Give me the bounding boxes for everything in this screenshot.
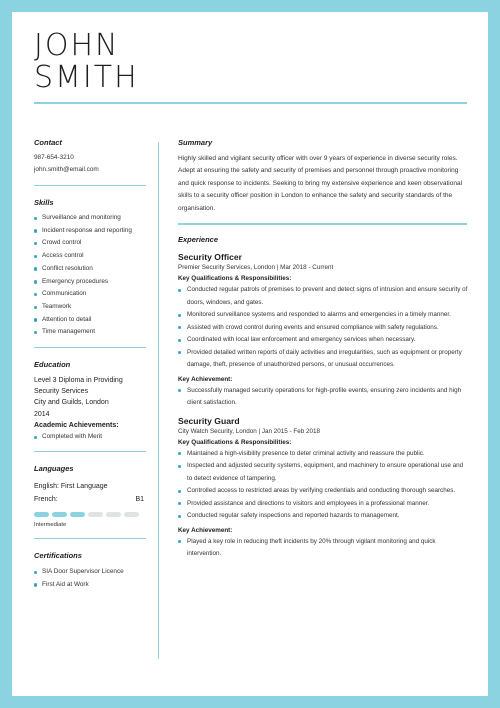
skills-title: Skills [34, 198, 54, 207]
responsibility-item: Monitored surveillance systems and responded to alarms and emergencies in a timely manner. [178, 309, 468, 322]
left-column [34, 138, 144, 592]
certification-item: First Aid at Work [34, 579, 144, 592]
job-achievement-item: Played a key role in reducing theft incidents by 20% through vigilant monitoring and quick intervention. [178, 536, 468, 561]
language-level-caption: Intermediate [34, 522, 67, 529]
achievement-item: Completed with Merit [34, 431, 144, 444]
last-name: SMITH [34, 60, 139, 95]
achievements-list [34, 431, 144, 444]
summary-title: Summary [178, 138, 213, 147]
achievement-title: Key Achievement: [178, 375, 233, 383]
job-achievement-item: Successfully managed security operations for high-profile events, ensuring zero incidents and high client satisfaction. [178, 385, 468, 410]
column-divider [158, 142, 159, 659]
skill-item: Communication [34, 288, 144, 301]
education-school: City and Guilds, London [34, 399, 109, 407]
skill-item: Time management [34, 326, 144, 339]
responsibility-item: Maintained a high-visibility presence to deter criminal activity and reassure the public. [178, 448, 468, 461]
job-title: Security Guard [178, 415, 240, 426]
achievement-title: Key Achievement: [178, 526, 233, 534]
resume-page [12, 12, 488, 696]
skill-item: Conflict resolution [34, 263, 144, 276]
responsibilities-title: Key Qualifications & Responsibilities: [178, 275, 292, 283]
certification-item: SIA Door Supervisor Licence [34, 566, 144, 579]
responsibility-item: Inspected and adjusted security systems, equipment, and machinery to ensure operational use and to detect evidence of tampering. [178, 460, 468, 485]
contact-section [34, 138, 144, 175]
skill-item: Access control [34, 250, 144, 263]
skills-section [34, 198, 144, 339]
section-divider [34, 347, 146, 348]
job-title: Security Officer [178, 252, 242, 263]
languages-section [34, 464, 144, 530]
language-level-dot [70, 512, 85, 517]
contact-phone[interactable]: 987-654-3210 [34, 154, 74, 161]
skill-item: Attention to detail [34, 314, 144, 327]
language-level-dot [52, 512, 67, 517]
responsibility-item: Coordinated with local law enforcement and emergency services when necessary. [178, 334, 468, 347]
job-meta: City Watch Security, London | Jan 2015 - Feb 2018 [178, 427, 320, 435]
certifications-list [34, 566, 144, 591]
job-meta: Premier Security Services, London | Mar 2018 - Current [178, 264, 334, 272]
experience-title: Experience [178, 235, 219, 245]
skill-item: Incident response and reporting [34, 225, 144, 238]
responsibility-item: Assisted with crowd control during events and ensured compliance with safety regulations. [178, 322, 468, 335]
experience-jobs [178, 252, 468, 561]
responsibility-item: Conducted regular patrols of premises to prevent and detect signs of intrusion and ensure security of doors, windows, and gates. [178, 284, 468, 309]
job-achievements-list [178, 536, 468, 561]
candidate-name [34, 30, 139, 94]
language-french [34, 494, 144, 505]
section-divider [34, 451, 146, 452]
language-french-label: French: [34, 495, 58, 503]
achievements-title: Academic Achievements: [34, 421, 119, 429]
job-achievements-list [178, 385, 468, 410]
certifications-section [34, 551, 144, 591]
job-entry [178, 252, 468, 410]
responsibilities-title: Key Qualifications & Responsibilities: [178, 438, 292, 446]
skill-item: Emergency procedures [34, 276, 144, 289]
section-divider [34, 538, 146, 539]
education-section [34, 360, 144, 444]
language-english: English: First Language [34, 482, 108, 490]
first-name: JOHN [34, 28, 120, 63]
language-level-dot [106, 512, 121, 517]
job-entry [178, 416, 468, 561]
right-column [178, 138, 468, 561]
language-level-dot [88, 512, 103, 517]
responsibilities-list [178, 284, 468, 372]
experience-section [178, 235, 468, 561]
skill-item: Surveillance and monitoring [34, 212, 144, 225]
education-degree: Level 3 Diploma in Providing Security Services [34, 377, 123, 396]
summary-section [178, 138, 468, 215]
education-year: 2014 [34, 410, 50, 418]
responsibility-item: Provided detailed written reports of daily activities and irregularities, such as equipment or property damage, theft, presence of unauthorized persons, or unusual occurrences. [178, 347, 468, 372]
skills-list [34, 212, 144, 339]
name-divider [34, 102, 467, 104]
skill-item: Teamwork [34, 301, 144, 314]
skill-item: Crowd control [34, 237, 144, 250]
responsibility-item: Provided assistance and directions to visitors and employees in a professional manner. [178, 498, 468, 511]
contact-email[interactable]: john.smith@email.com [34, 166, 99, 173]
certifications-title: Certifications [34, 551, 82, 561]
section-divider [178, 223, 467, 225]
education-title: Education [34, 360, 71, 370]
responsibilities-list [178, 448, 468, 523]
language-level-dot [34, 512, 49, 517]
language-level-dot [124, 512, 139, 517]
section-divider [34, 185, 146, 186]
contact-title: Contact [34, 138, 62, 147]
responsibility-item: Controlled access to restricted areas by verifying credentials and conducting thorough searches. [178, 485, 468, 498]
language-level-bar [34, 512, 144, 517]
summary-text: Highly skilled and vigilant security officer with over 9 years of experience in diverse security roles. Adept at ensuring the safety and security of premises and personnel through proactive monitoring and quick response to incidents. Seeking to bring my extensive experience and keen observational skills to a security officer position in London to enhance the safety and security standards of the organisation. [178, 155, 463, 212]
language-french-level: B1 [135, 495, 144, 503]
languages-title: Languages [34, 463, 74, 473]
responsibility-item: Conducted regular safety inspections and reported hazards to management. [178, 510, 468, 523]
